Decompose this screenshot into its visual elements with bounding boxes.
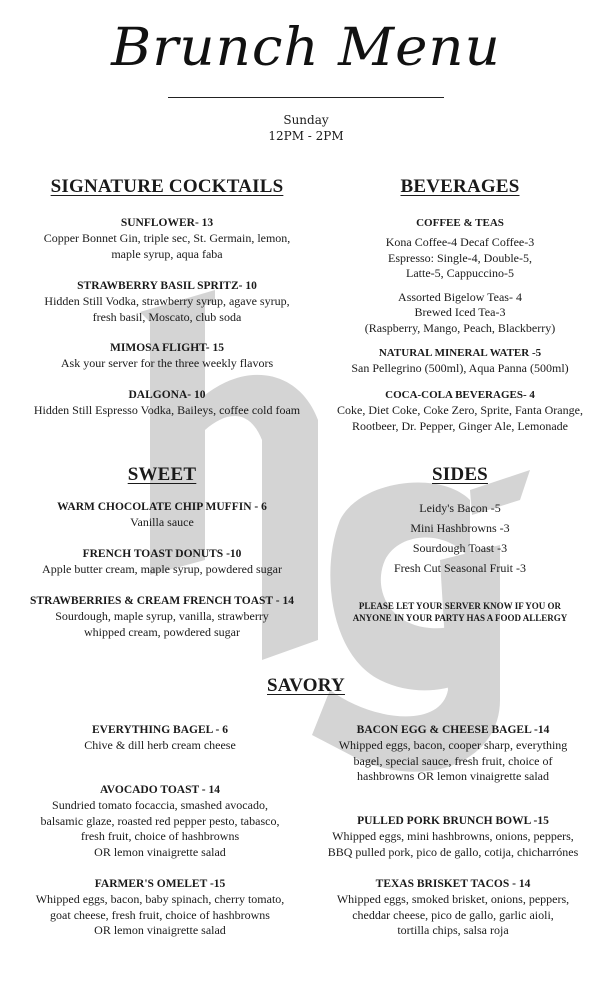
item-description-line: maple syrup, aqua faba: [111, 246, 223, 261]
menu-item: [14, 215, 320, 262]
beverage-group-coffee: [320, 215, 600, 336]
menu-item: [300, 813, 606, 860]
item-description-line: San Pellegrino (500ml), Aqua Panna (500ml): [351, 361, 569, 375]
item-description-line: Apple butter cream, maple syrup, powdered sugar: [42, 562, 282, 576]
beverages-heading: BEVERAGES: [400, 176, 520, 197]
item-description-line: Kona Coffee-4 Decaf Coffee-3: [385, 235, 535, 249]
item-name: PULLED PORK BRUNCH BOWL -15: [357, 815, 549, 827]
menu-title: Brunch Menu: [111, 18, 501, 78]
item-description-line: fresh fruit, choice of hashbrowns: [80, 829, 240, 843]
side-item: Leidy's Bacon -5: [419, 501, 501, 515]
signature-cocktails-heading: SIGNATURE COCKTAILS: [50, 176, 284, 197]
item-description-line: Hidden Still Vodka, strawberry syrup, agave syrup,: [44, 294, 290, 308]
item-name: STRAWBERRY BASIL SPRITZ- 10: [77, 280, 257, 292]
service-day: Sunday: [283, 113, 329, 127]
item-description-line: whipped cream, powdered sugar: [84, 624, 240, 639]
side-item: Mini Hashbrowns -3: [410, 521, 510, 535]
menu-item: [14, 546, 310, 578]
item-description-line: Whipped eggs, bacon, baby spinach, cherry tomato,: [35, 892, 285, 906]
item-description-line: Whipped eggs, mini hashbrowns, onions, peppers,: [332, 829, 574, 843]
item-name: FRENCH TOAST DONUTS -10: [82, 548, 242, 560]
item-description-line: Rootbeer, Dr. Pepper, Ginger Ale, Lemonade: [352, 418, 568, 433]
menu-item: [300, 722, 606, 785]
item-name: FARMER'S OMELET -15: [94, 878, 226, 890]
allergy-notice-line: PLEASE LET YOUR SERVER KNOW IF YOU OR: [358, 601, 562, 611]
item-description-line: Espresso: Single-4, Double-5,: [388, 250, 532, 265]
menu-item: [10, 782, 310, 860]
item-name: WARM CHOCOLATE CHIP MUFFIN - 6: [57, 501, 267, 513]
item-description-line: Sundried tomato focaccia, smashed avocado,: [52, 798, 268, 812]
item-description-line: cheddar cheese, pico de gallo, garlic aioli,: [352, 907, 554, 922]
menu-item: [14, 593, 310, 640]
item-description-line: Vanilla sauce: [130, 515, 194, 529]
item-name: COCA-COLA BEVERAGES- 4: [385, 389, 535, 401]
allergy-notice-line: ANYONE IN YOUR PARTY HAS A FOOD ALLERGY: [352, 613, 568, 623]
beverage-group-water: [320, 345, 600, 377]
item-description-line: tortilla chips, salsa roja: [397, 923, 509, 937]
service-time: 12PM - 2PM: [268, 129, 344, 143]
item-description-line: BBQ pulled pork, pico de gallo, cotija, chicharrónes: [327, 844, 579, 859]
menu-item: [10, 722, 310, 754]
item-description-line: bagel, special sauce, fresh fruit, choice of: [353, 753, 553, 768]
item-description-line: hashbrowns OR lemon vinaigrette salad: [357, 769, 549, 783]
item-description-line: (Raspberry, Mango, Peach, Blackberry): [364, 320, 556, 335]
menu-item: [300, 876, 606, 939]
item-description-line: OR lemon vinaigrette salad: [94, 923, 226, 937]
item-description-line: Chive & dill herb cream cheese: [84, 738, 236, 752]
item-description-line: Latte-5, Cappuccino-5: [406, 266, 514, 280]
item-description-line: Whipped eggs, smoked brisket, onions, peppers,: [336, 892, 570, 906]
item-description-line: Sourdough, maple syrup, vanilla, strawberry: [55, 609, 269, 623]
service-hours: [0, 112, 612, 144]
menu-item: [10, 876, 310, 939]
item-name: MIMOSA FLIGHT- 15: [110, 342, 224, 354]
item-name: EVERYTHING BAGEL - 6: [91, 724, 229, 736]
menu-item: [14, 278, 320, 325]
item-name: BACON EGG & CHEESE BAGEL -14: [356, 724, 550, 736]
item-name: DALGONA- 10: [128, 389, 206, 401]
item-name: SUNFLOWER- 13: [120, 217, 214, 229]
item-description-line: balsamic glaze, roasted red pepper pesto, tabasco,: [40, 813, 280, 828]
item-description-line: Copper Bonnet Gin, triple sec, St. Germain, lemon,: [43, 231, 291, 245]
item-name: STRAWBERRIES & CREAM FRENCH TOAST - 14: [30, 595, 294, 607]
allergy-notice: [320, 600, 600, 624]
sides-heading: SIDES: [432, 464, 488, 485]
sweet-heading: SWEET: [127, 464, 197, 485]
item-description-line: Ask your server for the three weekly flavors: [60, 356, 274, 370]
side-item: Sourdough Toast -3: [412, 541, 508, 555]
item-name: COFFEE & TEAS: [416, 217, 504, 229]
savory-heading: SAVORY: [267, 675, 345, 696]
side-item: Fresh Cut Seasonal Fruit -3: [394, 561, 526, 575]
item-name: TEXAS BRISKET TACOS - 14: [375, 878, 531, 890]
item-name: NATURAL MINERAL WATER -5: [378, 347, 542, 359]
item-description-line: Whipped eggs, bacon, cooper sharp, everything: [338, 738, 568, 752]
menu-item: [14, 387, 320, 419]
beverage-group-coca-cola: [320, 387, 600, 434]
item-name: AVOCADO TOAST - 14: [99, 784, 221, 796]
item-description-line: goat cheese, fresh fruit, choice of hashbrowns: [50, 907, 270, 922]
item-description-line: Hidden Still Espresso Vodka, Baileys, coffee cold foam: [33, 403, 301, 417]
title-underline: [168, 97, 444, 98]
item-description-line: Assorted Bigelow Teas- 4: [398, 289, 522, 304]
menu-item: [14, 340, 320, 372]
item-description-line: fresh basil, Moscato, club soda: [92, 309, 242, 324]
item-description-line: Coke, Diet Coke, Coke Zero, Sprite, Fanta Orange,: [337, 403, 583, 417]
item-description-line: Brewed Iced Tea-3: [414, 305, 506, 319]
sides-list: [320, 498, 600, 578]
item-description-line: OR lemon vinaigrette salad: [94, 844, 226, 859]
menu-item: [14, 499, 310, 531]
